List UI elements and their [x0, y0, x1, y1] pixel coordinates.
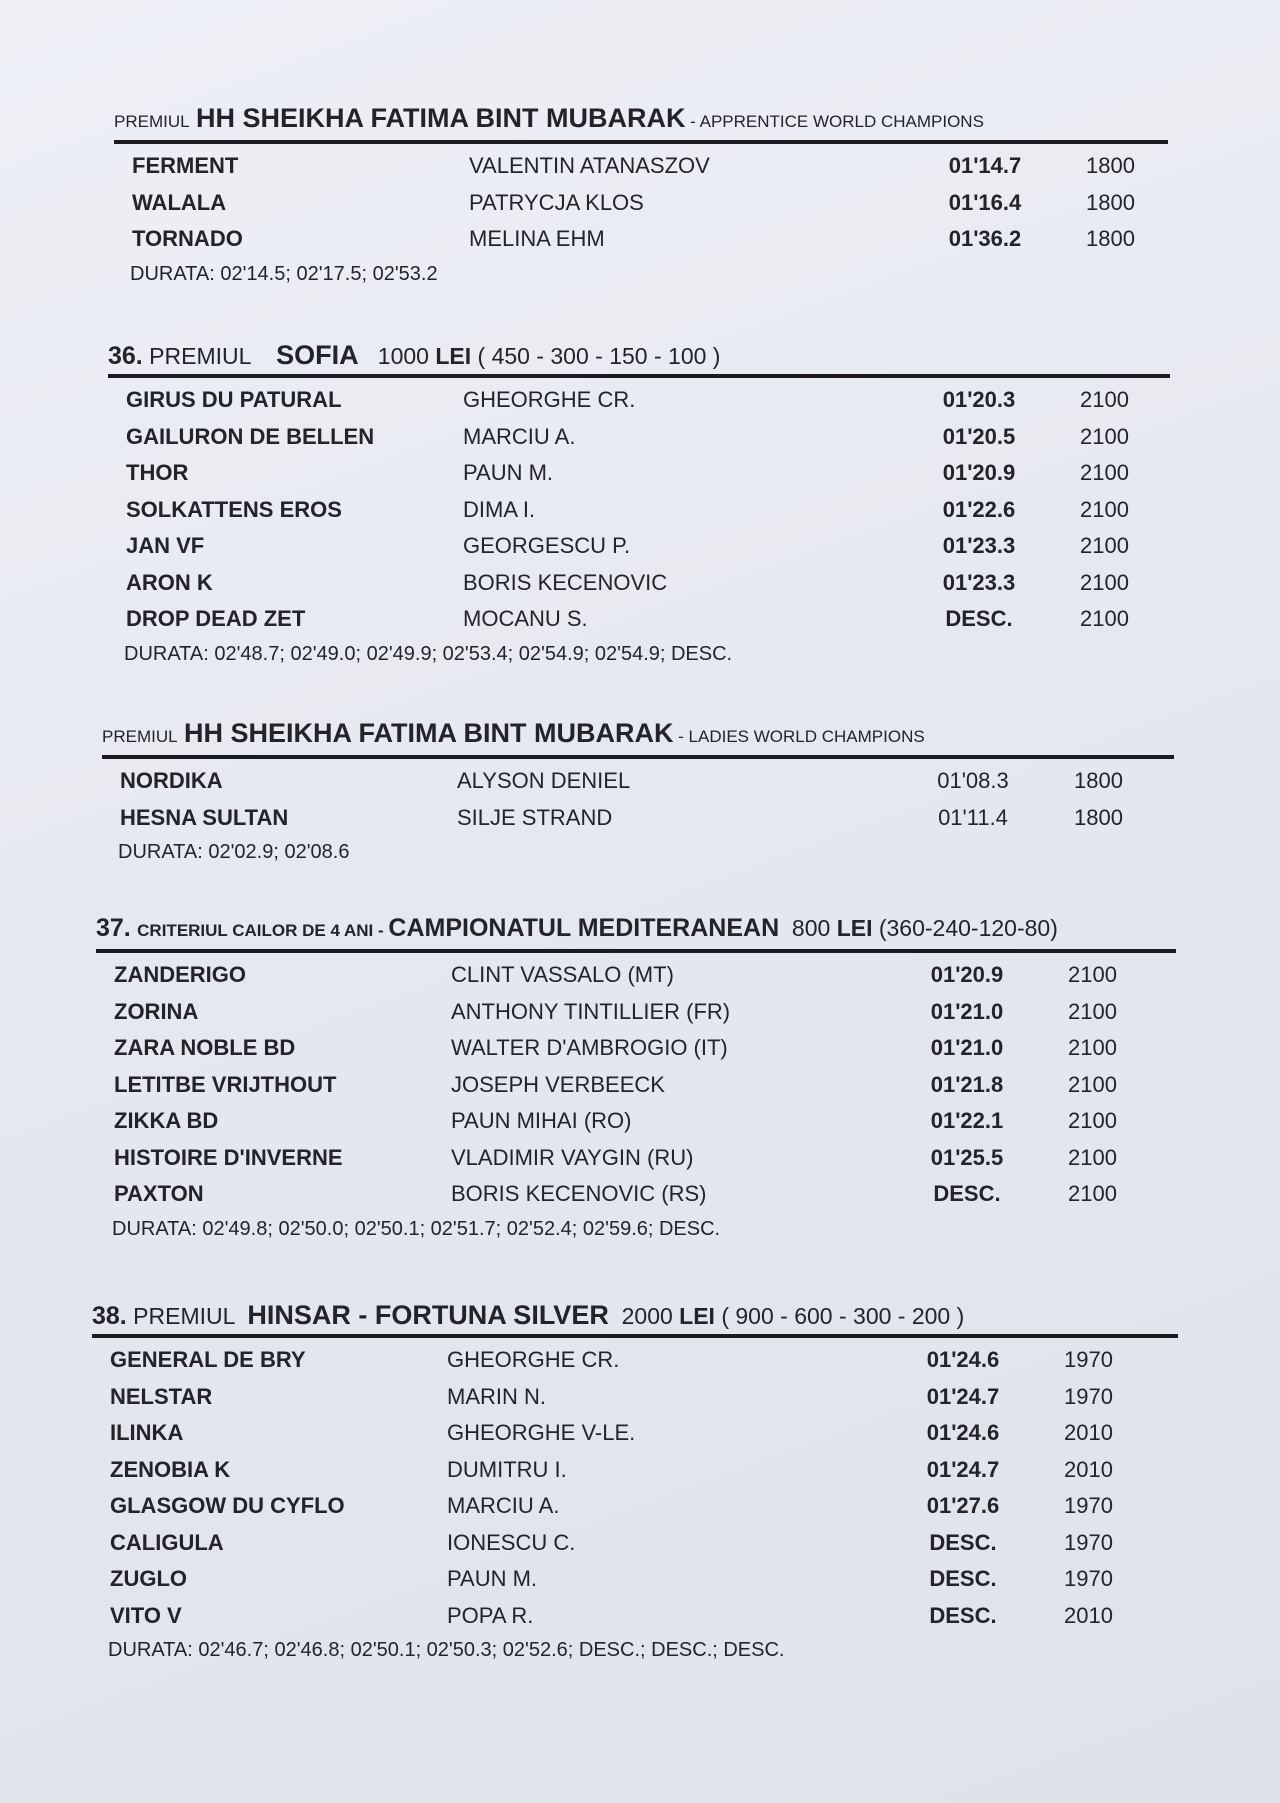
distance: 1800	[1086, 153, 1135, 178]
horse-name: GIRUS DU PATURAL	[126, 387, 342, 412]
result-row	[108, 455, 1170, 492]
horse-name: GLASGOW DU CYFLO	[110, 1493, 345, 1518]
distance: 1970	[1064, 1347, 1113, 1372]
result-row	[92, 1561, 1178, 1598]
time: 01'16.4	[948, 189, 1022, 215]
race-duration: DURATA: 02'46.7; 02'46.8; 02'50.1; 02'50.3; 02'52.6; DESC.; DESC.; DESC.	[108, 1639, 785, 1661]
prize-split: ( 900 - 600 - 300 - 200 )	[721, 1303, 965, 1329]
prize-amount: 1000	[377, 343, 429, 369]
race-number: 38.	[92, 1302, 127, 1330]
prize-currency: LEI	[679, 1303, 715, 1329]
driver-name: GHEORGHE CR.	[447, 1347, 620, 1372]
race-name: HINSAR - FORTUNA SILVER	[247, 1300, 609, 1330]
time: 01'23.3	[942, 533, 1016, 558]
time: 01'25.5	[930, 1144, 1004, 1170]
distance: 1970	[1064, 1529, 1113, 1555]
race-prefix: PREMIUL	[149, 343, 251, 369]
driver-name: BORIS KECENOVIC	[463, 569, 668, 595]
distance: 2100	[1068, 1071, 1117, 1097]
driver-name: PAUN M.	[447, 1566, 538, 1591]
horse-name: GENERAL DE BRY	[110, 1347, 306, 1372]
results-list	[92, 1342, 1178, 1634]
result-row	[108, 565, 1170, 602]
distance: 1970	[1064, 1566, 1113, 1591]
result-row	[114, 185, 1168, 222]
prize-split: (360-240-120-80)	[878, 915, 1058, 941]
result-row	[96, 1030, 1176, 1067]
prize-split: ( 450 - 300 - 150 - 100 )	[477, 343, 721, 369]
driver-name: MARCIU A.	[463, 423, 576, 449]
result-row	[92, 1452, 1178, 1489]
driver-name: BORIS KECENOVIC (RS)	[451, 1181, 707, 1206]
race-prefix: PREMIUL	[133, 1303, 235, 1329]
time: 01'21.0	[930, 998, 1004, 1024]
distance: 1800	[1074, 768, 1123, 793]
race-prefix: PREMIUL	[114, 112, 190, 131]
race-section	[108, 340, 1170, 670]
time: 01'20.5	[942, 423, 1016, 449]
results-list	[114, 148, 1168, 258]
distance: 1970	[1064, 1493, 1113, 1518]
distance: 2100	[1080, 460, 1129, 485]
driver-name: WALTER D'AMBROGIO (IT)	[451, 1035, 728, 1060]
prize-amount: 800	[791, 915, 831, 941]
horse-name: HESNA SULTAN	[120, 804, 289, 830]
race-section	[96, 913, 1176, 1245]
time: 01'20.9	[930, 962, 1004, 987]
race-name: SOFIA	[276, 340, 359, 370]
horse-name: VITO V	[110, 1602, 182, 1628]
driver-name: GEORGESCU P.	[463, 533, 631, 558]
horse-name: ZENOBIA K	[110, 1456, 231, 1482]
horse-name: ZIKKA BD	[114, 1108, 219, 1133]
race-number: 37.	[96, 914, 131, 942]
race-header	[108, 340, 1170, 378]
horse-name: ZARA NOBLE BD	[114, 1035, 296, 1060]
time: 01'22.1	[930, 1108, 1004, 1133]
time: 01'27.6	[926, 1493, 1000, 1518]
time: DESC.	[929, 1529, 997, 1555]
race-name: HH SHEIKHA FATIMA BINT MUBARAK	[195, 103, 686, 133]
race-duration: DURATA: 02'02.9; 02'08.6	[118, 841, 350, 863]
driver-name: ALYSON DENIEL	[457, 768, 631, 793]
result-row	[92, 1525, 1178, 1562]
horse-name: SOLKATTENS EROS	[126, 496, 342, 522]
race-name: HH SHEIKHA FATIMA BINT MUBARAK	[183, 718, 674, 748]
result-row	[92, 1598, 1178, 1635]
driver-name: MOCANU S.	[463, 606, 588, 631]
horse-name: DROP DEAD ZET	[126, 606, 306, 631]
result-row	[108, 419, 1170, 456]
time: 01'24.7	[926, 1383, 1000, 1409]
distance: 2100	[1068, 998, 1117, 1024]
horse-name: THOR	[126, 460, 189, 485]
driver-name: MARIN N.	[447, 1383, 546, 1409]
result-row	[96, 1103, 1176, 1140]
horse-name: ZORINA	[114, 998, 199, 1024]
driver-name: PATRYCJA KLOS	[469, 189, 644, 215]
race-section	[114, 103, 1168, 290]
time: 01'21.8	[930, 1071, 1004, 1097]
driver-name: POPA R.	[447, 1602, 534, 1628]
time: 01'20.3	[942, 387, 1016, 412]
horse-name: HISTOIRE D'INVERNE	[114, 1144, 343, 1170]
driver-name: GHEORGHE V-LE.	[447, 1420, 636, 1445]
distance: 2100	[1080, 533, 1129, 558]
race-header	[96, 913, 1176, 953]
result-row	[108, 492, 1170, 529]
race-duration: DURATA: 02'48.7; 02'49.0; 02'49.9; 02'53.4; 02'54.9; 02'54.9; DESC.	[124, 642, 733, 665]
distance: 1800	[1074, 804, 1123, 830]
results-list	[102, 763, 1174, 836]
horse-name: FERMENT	[132, 153, 239, 178]
race-duration: DURATA: 02'14.5; 02'17.5; 02'53.2	[130, 262, 438, 285]
result-row	[92, 1415, 1178, 1452]
result-row	[96, 957, 1176, 994]
result-row	[114, 148, 1168, 185]
distance: 2010	[1064, 1456, 1113, 1482]
result-row	[92, 1488, 1178, 1525]
result-row	[108, 601, 1170, 638]
distance: 2100	[1080, 569, 1129, 595]
race-header	[114, 103, 1168, 144]
distance: 2100	[1068, 1108, 1117, 1133]
result-row	[102, 763, 1174, 800]
distance: 2100	[1080, 387, 1129, 412]
horse-name: ZANDERIGO	[114, 962, 246, 987]
time: DESC.	[929, 1566, 997, 1591]
distance: 2100	[1068, 1035, 1117, 1060]
time: 01'36.2	[948, 226, 1022, 251]
time: 01'23.3	[942, 569, 1016, 595]
time: 01'14.7	[948, 153, 1022, 178]
horse-name: NORDIKA	[120, 768, 223, 793]
distance: 2100	[1068, 962, 1117, 987]
driver-name: VALENTIN ATANASZOV	[469, 153, 710, 178]
horse-name: LETITBE VRIJTHOUT	[114, 1071, 337, 1097]
result-row	[92, 1379, 1178, 1416]
result-row	[114, 221, 1168, 258]
driver-name: VLADIMIR VAYGIN (RU)	[451, 1144, 694, 1170]
race-section	[92, 1300, 1178, 1666]
race-prefix: PREMIUL	[102, 727, 178, 746]
time: DESC.	[933, 1181, 1001, 1206]
horse-name: PAXTON	[114, 1181, 204, 1206]
distance: 2010	[1064, 1420, 1113, 1445]
horse-name: CALIGULA	[110, 1529, 224, 1555]
race-number: 36.	[108, 342, 143, 370]
time: 01'21.0	[930, 1035, 1004, 1060]
distance: 2010	[1064, 1602, 1113, 1628]
race-suffix: - LADIES WORLD CHAMPIONS	[673, 727, 925, 746]
distance: 1970	[1064, 1383, 1113, 1409]
time: DESC.	[929, 1602, 997, 1628]
results-list	[108, 382, 1170, 638]
result-row	[96, 994, 1176, 1031]
distance: 1800	[1086, 189, 1135, 215]
race-section	[102, 718, 1174, 868]
distance: 2100	[1080, 496, 1129, 522]
time: 01'24.6	[926, 1420, 1000, 1445]
driver-name: IONESCU C.	[447, 1529, 576, 1555]
race-suffix: - APPRENTICE WORLD CHAMPIONS	[685, 112, 984, 131]
horse-name: JAN VF	[126, 533, 205, 558]
race-duration: DURATA: 02'49.8; 02'50.0; 02'50.1; 02'51.7; 02'52.4; 02'59.6; DESC.	[112, 1217, 721, 1240]
driver-name: PAUN M.	[463, 460, 554, 485]
driver-name: MARCIU A.	[447, 1493, 560, 1518]
horse-name: WALALA	[132, 189, 227, 215]
distance: 1800	[1086, 226, 1135, 251]
horse-name: ZUGLO	[110, 1566, 187, 1591]
time: 01'22.6	[942, 496, 1016, 522]
result-row	[102, 800, 1174, 837]
driver-name: DIMA I.	[463, 496, 536, 522]
distance: 2100	[1080, 606, 1129, 631]
horse-name: GAILURON DE BELLEN	[126, 423, 375, 449]
race-header	[92, 1300, 1178, 1338]
race-header	[102, 718, 1174, 759]
distance: 2100	[1068, 1144, 1117, 1170]
time: 01'20.9	[942, 460, 1016, 485]
horse-name: TORNADO	[132, 226, 243, 251]
time: DESC.	[945, 606, 1013, 631]
prize-currency: LEI	[836, 915, 873, 941]
driver-name: SILJE STRAND	[457, 804, 613, 830]
result-row	[108, 528, 1170, 565]
driver-name: MELINA EHM	[469, 226, 605, 251]
result-row	[96, 1067, 1176, 1104]
time: 01'11.4	[938, 804, 1008, 830]
result-row	[92, 1342, 1178, 1379]
distance: 2100	[1080, 423, 1129, 449]
driver-name: ANTHONY TINTILLIER (FR)	[451, 998, 731, 1024]
horse-name: NELSTAR	[110, 1383, 213, 1409]
race-prefix: CRITERIUL CAILOR DE 4 ANI -	[137, 921, 389, 940]
time: 01'08.3	[937, 768, 1009, 793]
horse-name: ILINKA	[110, 1420, 184, 1445]
result-row	[96, 1176, 1176, 1213]
horse-name: ARON K	[126, 569, 213, 595]
time: 01'24.6	[926, 1347, 1000, 1372]
result-row	[108, 382, 1170, 419]
result-row	[96, 1140, 1176, 1177]
driver-name: DUMITRU I.	[447, 1456, 567, 1482]
driver-name: JOSEPH VERBEECK	[451, 1071, 665, 1097]
prize-amount: 2000	[621, 1303, 673, 1329]
driver-name: CLINT VASSALO (MT)	[451, 962, 674, 987]
distance: 2100	[1068, 1181, 1117, 1206]
driver-name: GHEORGHE CR.	[463, 387, 636, 412]
driver-name: PAUN MIHAI (RO)	[451, 1108, 632, 1133]
prize-currency: LEI	[435, 343, 472, 369]
race-name: CAMPIONATUL MEDITERANEAN	[388, 914, 780, 942]
results-list	[96, 957, 1176, 1213]
time: 01'24.7	[926, 1456, 1000, 1482]
